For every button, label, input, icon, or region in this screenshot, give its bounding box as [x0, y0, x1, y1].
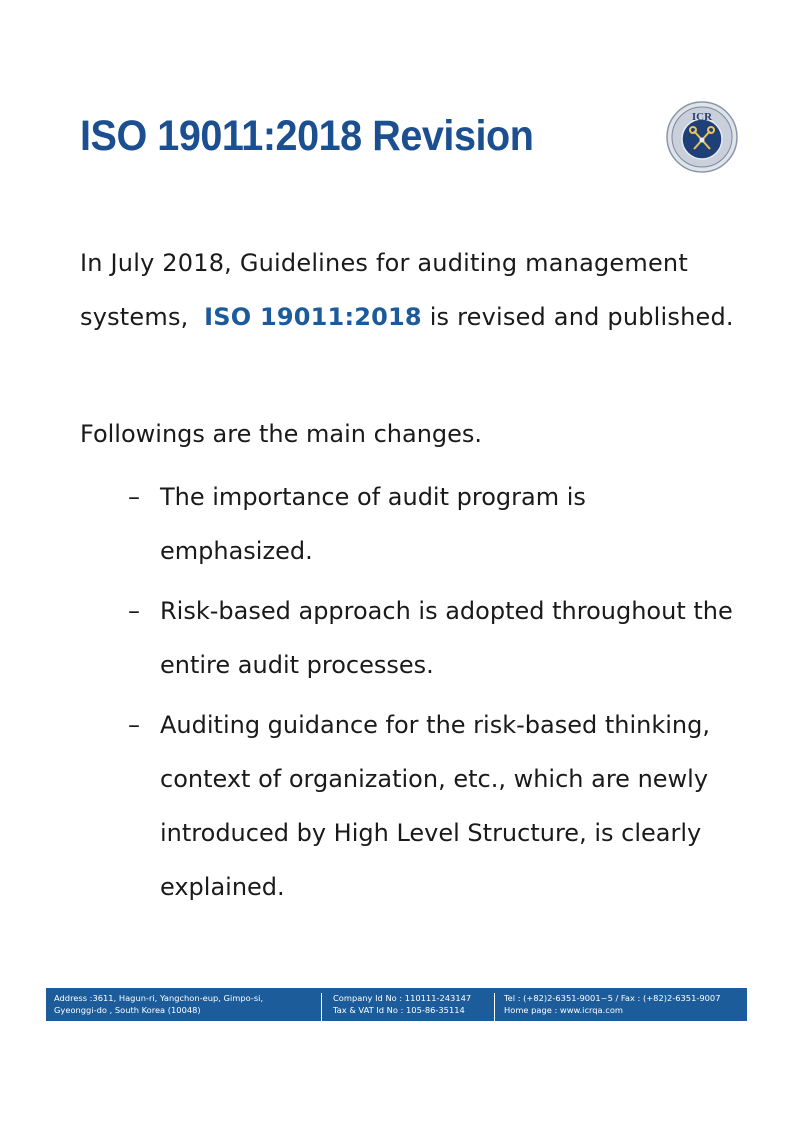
footer-contact: [494, 993, 747, 1021]
tel-fax: Tel : (+82)2-6351-9001~5 / Fax : (+82)2-6351-9007: [504, 993, 721, 1003]
list-item: [80, 584, 740, 692]
page-title: ISO 19011:2018 Revision: [80, 112, 534, 160]
footer-bar: [46, 988, 747, 1021]
address-line-1: Address :3611, Hagun-ri, Yangchon-eup, Gimpo-si,: [54, 993, 264, 1003]
intro-text-1: In July 2018, Guidelines for auditing management systems,: [80, 249, 688, 331]
dash-bullet: –: [128, 483, 140, 511]
footer-address: [46, 993, 321, 1021]
list-item: [80, 470, 740, 578]
dash-bullet: –: [128, 711, 140, 739]
list-item: [80, 698, 740, 914]
footer-company-ids: [321, 993, 494, 1021]
dash-bullet: –: [128, 597, 140, 625]
list-item-text: Risk-based approach is adopted throughout the entire audit processes.: [160, 597, 733, 679]
changes-heading: Followings are the main changes.: [80, 420, 483, 448]
icr-logo: [666, 101, 738, 173]
list-item-text: The importance of audit program is emphasized.: [160, 483, 586, 565]
intro-paragraph: [80, 236, 740, 344]
changes-list: [80, 470, 740, 920]
address-line-2: Gyeonggi-do , South Korea (10048): [54, 1004, 201, 1015]
intro-text-2: is revised and published.: [429, 303, 734, 331]
list-item-text: Auditing guidance for the risk-based thinking, context of organization, etc., which are newly introduced by High Level Structure, is clearly explained.: [160, 711, 710, 901]
company-id: Company Id No : 110111-243147: [333, 993, 472, 1003]
iso-highlight: ISO 19011:2018: [204, 303, 422, 331]
logo-text: ICR: [691, 111, 713, 123]
homepage-link[interactable]: Home page : www.icrqa.com: [504, 1004, 624, 1015]
tax-vat-id: Tax & VAT Id No : 105-86-35114: [333, 1004, 465, 1015]
